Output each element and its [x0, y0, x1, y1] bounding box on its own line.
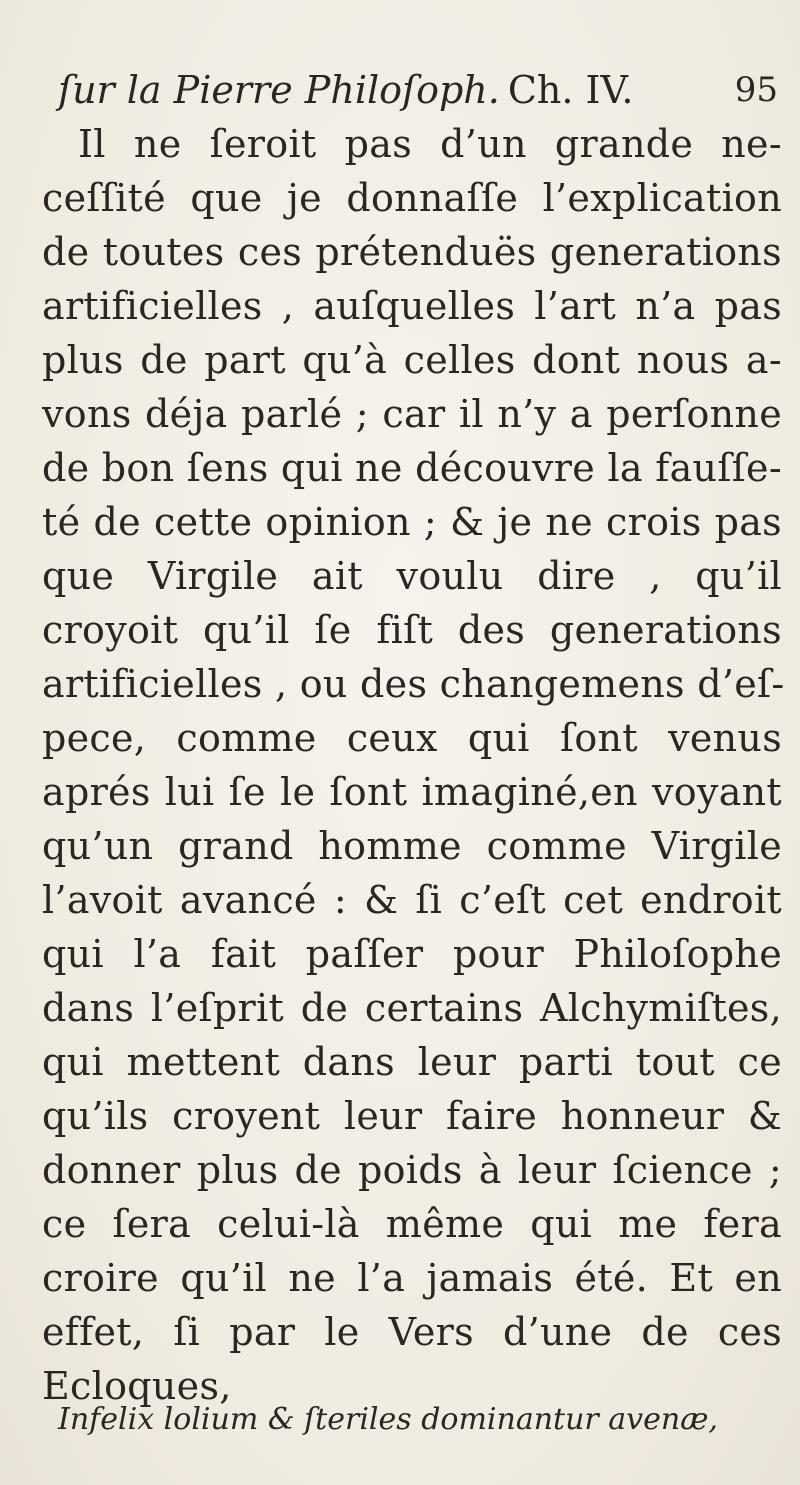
text-line: plus de part qu’à celles dont nous a- — [42, 338, 782, 382]
text-line: ceſſité que je donnaſſe l’explication — [42, 176, 782, 220]
text-line: effet, ſi par le Vers d’une de ces — [42, 1310, 782, 1354]
text-line: que Virgile ait voulu dire , qu’il — [42, 554, 782, 598]
text-line: Ecloques, — [42, 1364, 232, 1408]
page-header — [58, 62, 778, 118]
text-line: qui l’a fait paſſer pour Philoſophe — [42, 932, 782, 976]
text-line: de toutes ces prétenduës generations — [42, 230, 782, 274]
body-text — [42, 117, 785, 1413]
page-number: 95 — [734, 70, 778, 110]
text-line: croire qu’il ne l’a jamais été. Et en — [42, 1256, 782, 1300]
chapter-label: Ch. IV. — [507, 68, 634, 112]
text-line: qui mettent dans leur parti tout ce — [42, 1040, 782, 1084]
text-line: qu’un grand homme comme Virgile — [42, 824, 782, 868]
text-line: l’avoit avancé : & ſi c’eſt cet endroit — [42, 878, 782, 922]
text-line: aprés lui ſe le ſont imaginé,en voyant — [42, 770, 782, 814]
text-line: té de cette opinion ; & je ne crois pas — [42, 500, 782, 544]
text-line: pece, comme ceux qui ſont venus — [42, 716, 782, 760]
text-line: ce ſera celui-là même qui me fera — [42, 1202, 782, 1246]
text-line: artificielles , ou des changemens d’eſ- — [42, 662, 785, 706]
running-title: ſur la Pierre Philoſoph. — [58, 68, 500, 112]
latin-verse-quote: Infelix lolium & ſteriles dominantur avenæ, — [58, 1402, 718, 1437]
text-line: croyoit qu’il ſe fiſt des generations — [42, 608, 782, 652]
text-line: de bon ſens qui ne découvre la fauſſe- — [42, 446, 782, 490]
text-line: donner plus de poids à leur ſcience ; — [42, 1148, 782, 1192]
text-line: qu’ils croyent leur faire honneur & — [42, 1094, 782, 1138]
text-line: artificielles , auſquelles l’art n’a pas — [42, 284, 782, 328]
text-line: Il ne ſeroit pas d’un grande ne- — [78, 122, 782, 166]
text-line: dans l’eſprit de certains Alchymiſtes, — [42, 986, 782, 1030]
text-line: vons déja parlé ; car il n’y a perſonne — [42, 392, 782, 436]
